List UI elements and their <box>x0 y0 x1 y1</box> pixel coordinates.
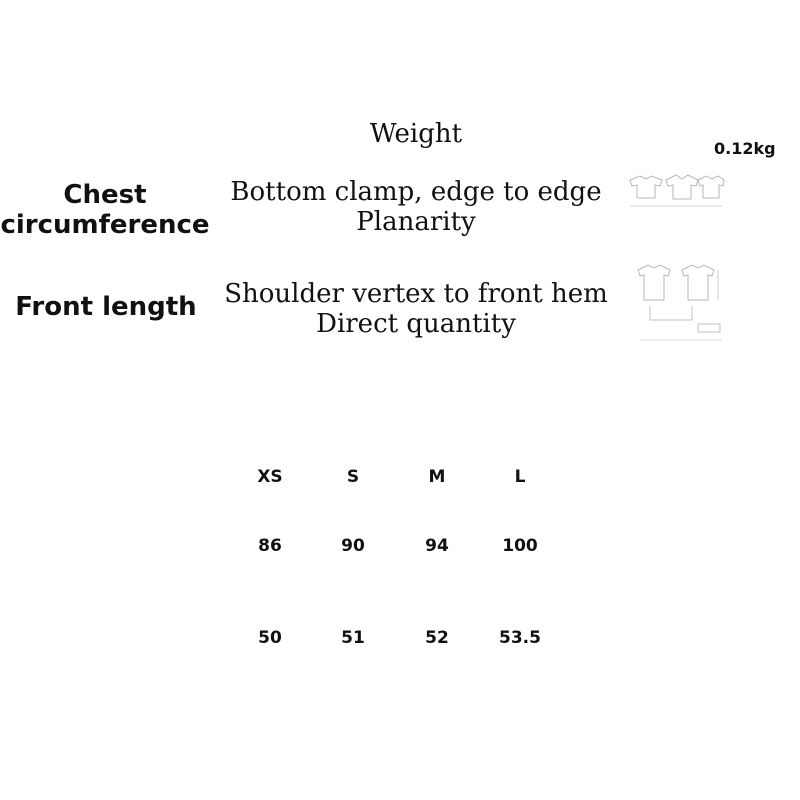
chest-value-m: 94 <box>425 536 449 556</box>
front-length-label-line-1: Front length <box>15 292 197 322</box>
front-length-label <box>1 292 211 322</box>
size-header-xs: XS <box>257 467 283 487</box>
chest-label-line-2: circumference <box>0 210 210 240</box>
size-header-m: M <box>428 467 446 487</box>
size-header-l: L <box>514 467 526 487</box>
front-length-value-l: 53.5 <box>499 628 541 648</box>
chest-circumference-label <box>0 180 210 240</box>
front-length-desc-line-2: Direct quantity <box>316 309 516 339</box>
chest-desc-line-1: Bottom clamp, edge to edge <box>230 177 602 207</box>
shirt-front-views-icon <box>626 170 726 212</box>
chest-value-l: 100 <box>502 536 538 556</box>
weight-value: 0.12kg <box>714 139 776 158</box>
front-length-description <box>196 279 636 339</box>
weight-label: Weight <box>369 119 463 149</box>
chest-value-s: 90 <box>341 536 365 556</box>
front-length-value-xs: 50 <box>258 628 282 648</box>
chest-value-xs: 86 <box>258 536 282 556</box>
front-length-desc-line-1: Shoulder vertex to front hem <box>224 279 608 309</box>
front-length-value-s: 51 <box>341 628 365 648</box>
front-length-value-m: 52 <box>425 628 449 648</box>
size-header-s: S <box>346 467 360 487</box>
chest-desc-line-2: Planarity <box>356 207 476 237</box>
chest-label-line-1: Chest <box>63 180 147 210</box>
shirt-length-views-icon <box>632 260 728 350</box>
chest-circumference-description <box>196 177 636 237</box>
